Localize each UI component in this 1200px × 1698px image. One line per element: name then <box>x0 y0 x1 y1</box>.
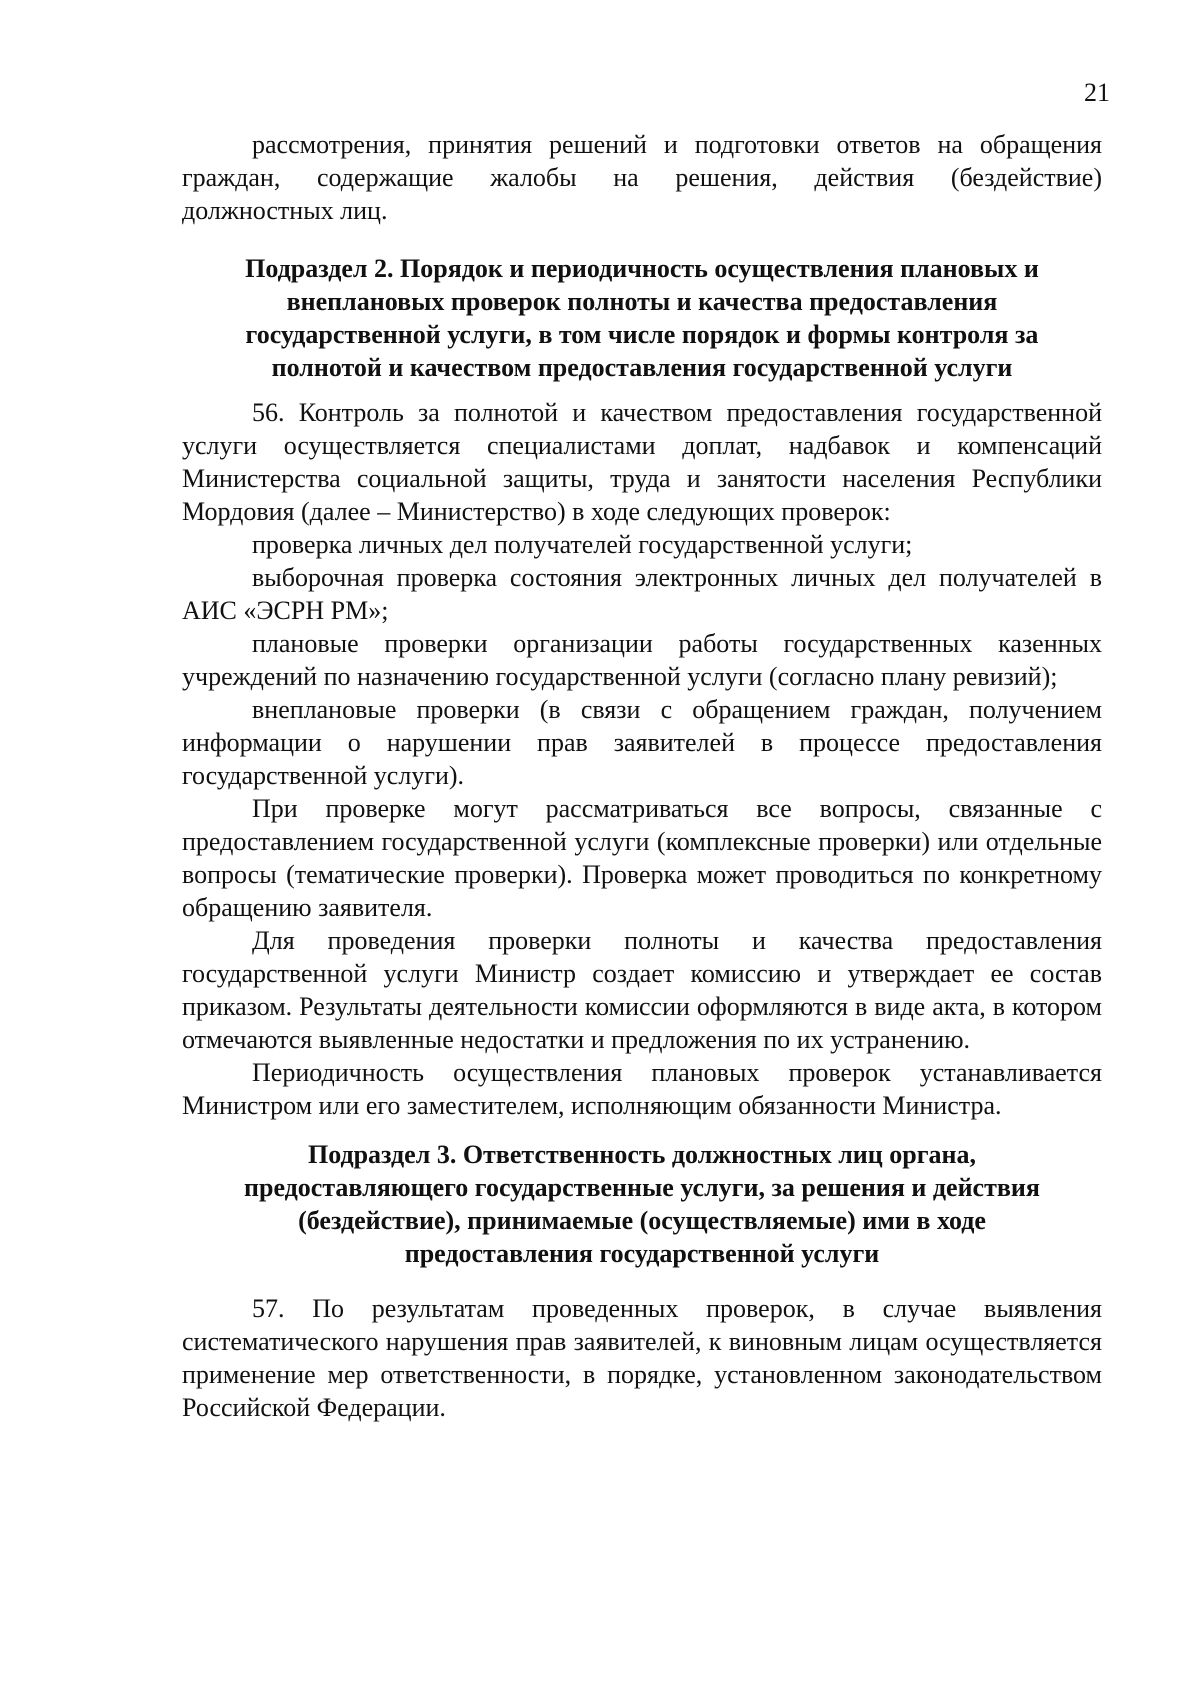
intro-line: граждан, содержащие жалобы на решения, действия (бездействие) <box>182 163 1102 192</box>
check-item-personal-files: проверка личных дел получателей государственной услуги; <box>252 530 913 559</box>
subsection-3-heading <box>182 1138 1102 1270</box>
intro-line: должностных лиц. <box>182 196 388 225</box>
intro-line: рассмотрения, принятия решений и подготовки ответов на обращения <box>252 130 1102 159</box>
heading-line: предоставления государственной услуги <box>404 1239 880 1268</box>
check-item-unplanned: внеплановые проверки (в связи с обращением граждан, получением информации о нарушении прав заявителей в процессе предоставления государственной услуги). <box>182 695 1102 790</box>
heading-line: (бездействие), принимаемые (осуществляемые) ими в ходе <box>298 1206 986 1235</box>
check-item-electronic-files: выборочная проверка состояния электронных личных дел получателей в АИС «ЭСРН РМ»; <box>182 563 1102 625</box>
page-number: 21 <box>1084 78 1110 107</box>
heading-line: полнотой и качеством предоставления государственной услуги <box>271 353 1013 382</box>
heading-line: государственной услуги, в том числе порядок и формы контроля за <box>245 320 1039 349</box>
intro-paragraph <box>182 128 1102 227</box>
paragraph-56: 56. Контроль за полнотой и качеством предоставления государственной услуги осуществляется специалистами доплат, надбавок и компенсаций Министерства социальной защиты, труда и занятости населения Республики Мордовия (далее – Министерство) в ходе следующих проверок: <box>182 398 1102 526</box>
paragraph-check-scope: При проверке могут рассматриваться все вопросы, связанные с предоставлением государственной услуги (комплексные проверки) или отдельные вопросы (тематические проверки). Проверка может проводиться по конкретному обращению заявителя. <box>182 794 1102 922</box>
heading-line: предоставляющего государственные услуги, за решения и действия <box>244 1173 1040 1202</box>
heading-line: внеплановых проверок полноты и качества предоставления <box>286 287 998 316</box>
paragraph-periodicity: Периодичность осуществления плановых проверок устанавливается Министром или его заместителем, исполняющим обязанности Министра. <box>182 1058 1102 1120</box>
paragraph-commission: Для проведения проверки полноты и качества предоставления государственной услуги Министр создает комиссию и утверждает ее состав приказом. Результаты деятельности комиссии оформляются в виде акта, в котором отмечаются выявленные недостатки и предложения по их устранению. <box>182 926 1102 1054</box>
subsection-2-heading <box>182 252 1102 384</box>
check-item-planned: плановые проверки организации работы государственных казенных учреждений по назначению государственной услуги (согласно плану ревизий); <box>182 629 1102 691</box>
heading-line: Подраздел 2. Порядок и периодичность осуществления плановых и <box>245 254 1039 283</box>
subsection-2-body <box>182 396 1102 1122</box>
paragraph-57: 57. По результатам проведенных проверок, в случае выявления систематического нарушения прав заявителей, к виновным лицам осуществляется применение мер ответственности, в порядке, установленном законодательством Российской Федерации. <box>182 1294 1102 1422</box>
heading-line: Подраздел 3. Ответственность должностных лиц органа, <box>307 1140 977 1169</box>
subsection-3-body <box>182 1292 1102 1424</box>
